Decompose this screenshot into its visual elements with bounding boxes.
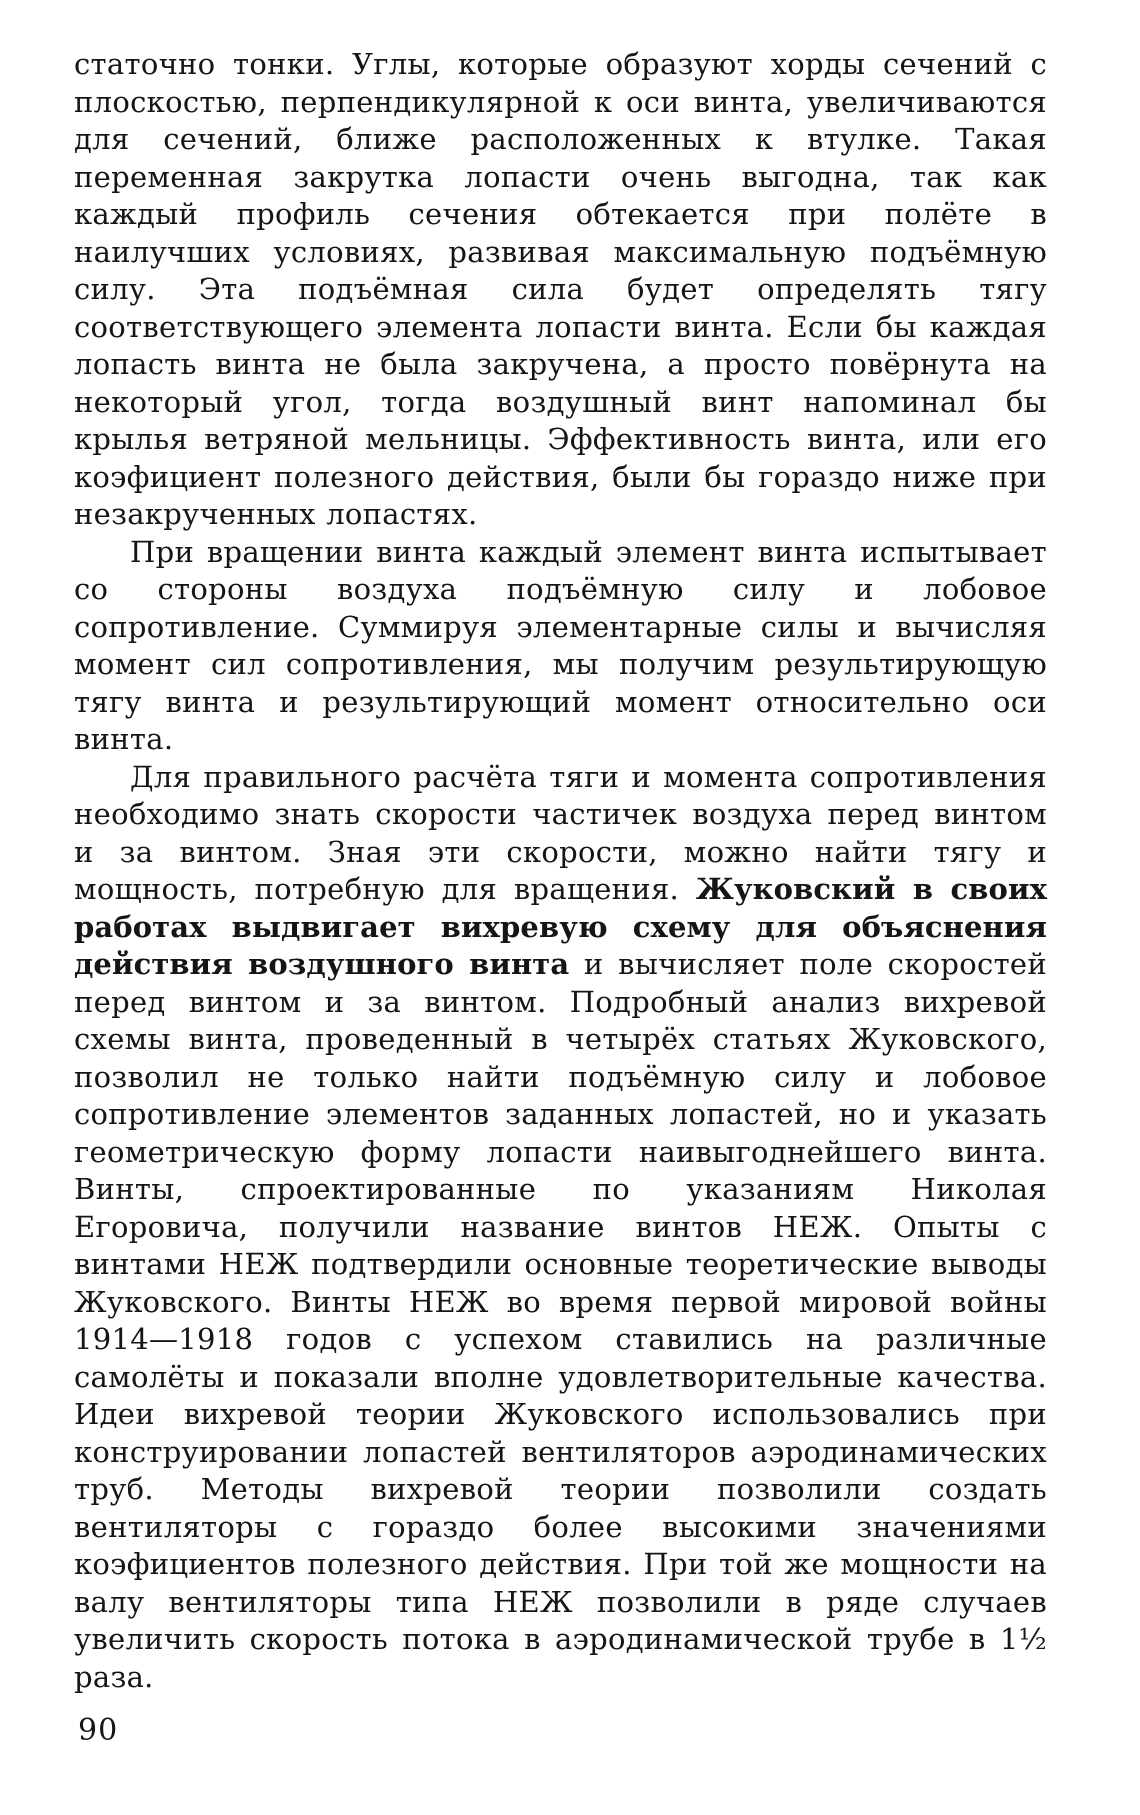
paragraph-text-before: Для правильного расчёта тяги и момента сопротивления необходимо знать скорости частичек воздуха перед винтом и за винтом. Зная эти скорости, можно найти тягу и мощность, потребную для вращения. bbox=[74, 759, 1047, 906]
paragraph-vortex-theory bbox=[74, 759, 1047, 1697]
paragraph-continuation: статочно тонки. Углы, которые образуют хорды сечений с плоскостью, перпендикулярной к оси винта, увеличиваются для сечений, ближе расположенных к втулке. Такая переменная закрутка лопасти очень выгодна, так как каждый профиль сечения обтекается при полёте в наилучших условиях, развивая максимальную подъёмную силу. Эта подъёмная сила будет определять тягу соответствующего элемента лопасти винта. Если бы каждая лопасть винта не была закручена, а просто повёрнута на некоторый угол, тогда воздушный винт напоминал бы крылья ветряной мельницы. Эффективность винта, или его коэфициент полезного действия, были бы гораздо ниже при незакрученных лопастях. bbox=[74, 47, 1047, 531]
body-text bbox=[74, 46, 1047, 1696]
bold-emphasis: Жуковский в своих работах выдвигает вихревую схему для объяснения действия воздушного винта bbox=[74, 872, 1047, 981]
paragraph-rotation-forces: При вращении винта каждый элемент винта испытывает со стороны воздуха подъёмную силу и лобовое сопротивление. Суммируя элементарные силы и вычисляя момент сил сопротивления, мы получим результирующую тягу винта и результирующий момент относительно оси винта. bbox=[74, 534, 1047, 756]
paragraph-text-after: и вычисляет поле скоростей перед винтом и за винтом. Подробный анализ вихревой схемы винта, проведенный в четырёх статьях Жуковского, позволил не только найти подъёмную силу и лобовое сопротивление элементов заданных лопастей, но и указать геометрическую форму лопасти наивыгоднейшего винта. Винты, спроектированные по указаниям Николая Егоровича, получили название винтов НЕЖ. Опыты с винтами НЕЖ подтвердили основные теоретические выводы Жуковского. Винты НЕЖ во время первой мировой войны 1914—1918 годов с успехом ставились на различные самолёты и показали вполне удовлетворительные качества. Идеи вихревой теории Жуковского использовались при конструировании лопастей вентиляторов аэродинамических труб. Методы вихревой теории позволили создать вентиляторы с гораздо более высокими значениями коэфициентов полезного действия. При той же мощности на валу вентиляторы типа НЕЖ позволили в ряде случаев увеличить скорость потока в аэродинамической трубе в 1½ раза. bbox=[74, 947, 1048, 1694]
page-number: 90 bbox=[78, 1713, 119, 1748]
